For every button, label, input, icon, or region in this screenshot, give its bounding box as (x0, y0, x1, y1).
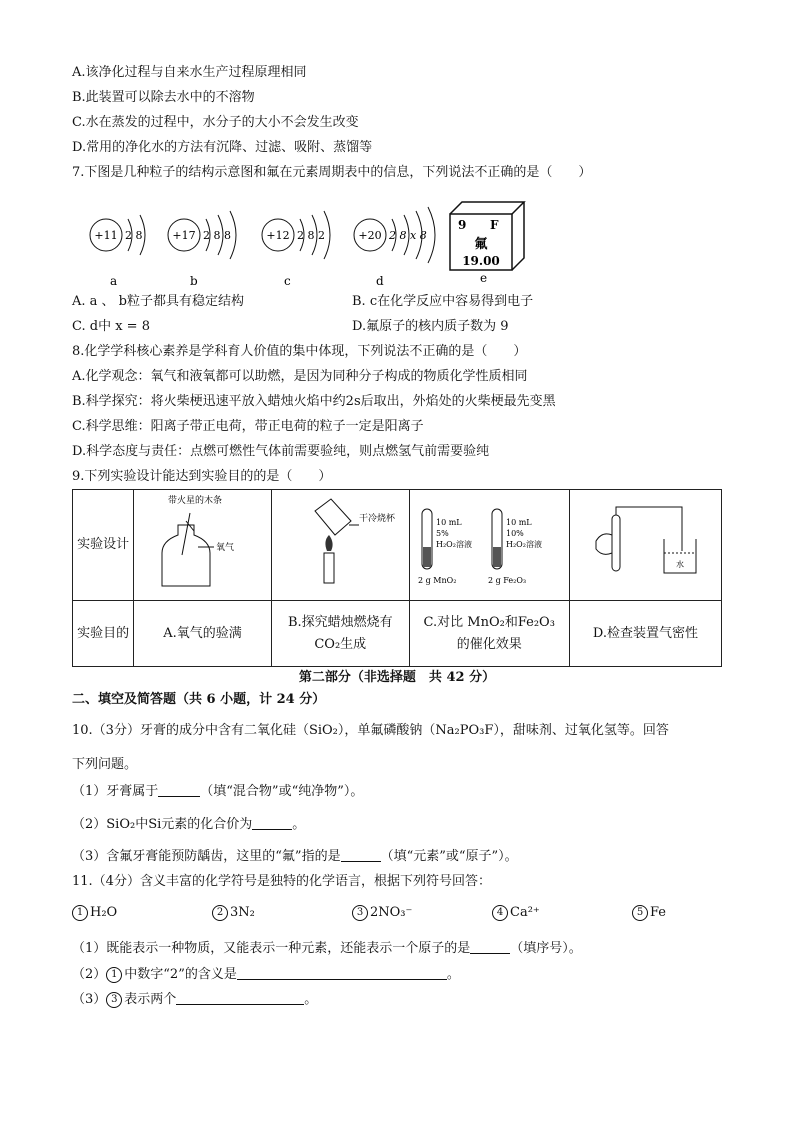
nucleus-b: +17 (172, 229, 196, 242)
atom-c (262, 211, 330, 288)
airtightness-figure (572, 491, 718, 591)
svg-text:H₂O₂溶液: H₂O₂溶液 (436, 540, 473, 549)
shells-d: 2 8 x 8 (389, 229, 427, 242)
q10-sub-2: （2）SiO₂中Si元素的化合价为 。 (72, 817, 306, 832)
q9-stem: 9.下列实验设计能达到实验目的的是（ ） (72, 469, 332, 484)
q11-sub-2: （2） 1 中数字“2”的含义是 。 (72, 967, 460, 982)
answer-blank[interactable] (176, 991, 304, 1005)
label-a: a (110, 274, 118, 288)
nucleus-d: +20 (358, 229, 382, 242)
atom-structure-diagrams (72, 190, 532, 290)
candle-beaker-figure (275, 491, 405, 591)
atom-b (168, 211, 236, 288)
svg-text:氧气: 氧气 (215, 543, 234, 553)
svg-text:10 mL: 10 mL (436, 518, 462, 527)
shells-b: 2 8 8 (203, 229, 231, 242)
svg-text:10 mL: 10 mL (506, 518, 532, 527)
q7-option-a: A. a 、 b粒子都具有稳定结构 (72, 294, 244, 309)
aim-c: C.对比 MnO₂和Fe₂O₃ 的催化效果 (409, 601, 569, 667)
label-e: e (480, 271, 488, 285)
q7-stem: 7.下图是几种粒子的结构示意图和氟在元素周期表中的信息，下列说法不正确的是（ ） (72, 165, 592, 180)
q6-option-c: C.水在蒸发的过程中，水分子的大小不会发生改变 (72, 115, 359, 130)
element-name: 氟 (474, 237, 488, 252)
oxygen-bottle-figure (138, 491, 268, 591)
catalyst-comparison-figure (412, 491, 566, 591)
q8-option-d: D.科学态度与责任：点燃可燃性气体前需要验纯，则点燃氢气前需要验纯 (72, 444, 490, 459)
label-d: d (376, 274, 384, 288)
row-header-aim: 实验目的 (73, 601, 134, 667)
shells-a: 2 8 (125, 229, 143, 242)
svg-text:2 g Fe₂O₃: 2 g Fe₂O₃ (488, 576, 527, 585)
q8-option-c: C.科学思维：阳离子带正电荷，带正电荷的粒子一定是阳离子 (72, 419, 424, 434)
svg-text:10%: 10% (506, 529, 525, 538)
q10-sub-3: （3）含氟牙膏能预防龋齿，这里的“氟”指的是 （填“元素”或“原子”）。 (72, 849, 518, 864)
fig-d-cell (569, 490, 721, 601)
q8-option-a: A.化学观念：氧气和液氧都可以助燃，是因为同种分子构成的物质化学性质相同 (72, 369, 528, 384)
shells-c: 2 8 2 (297, 229, 325, 242)
svg-text:2 g MnO₂: 2 g MnO₂ (418, 576, 457, 585)
row-header-design: 实验设计 (73, 490, 134, 601)
element-symbol: F (490, 218, 499, 232)
answer-blank[interactable] (158, 783, 200, 797)
nucleus-a: +11 (94, 229, 118, 242)
q11-sub-3: （3） 3 表示两个 。 (72, 992, 318, 1007)
answer-blank[interactable] (237, 966, 447, 980)
q9-experiment-table (72, 489, 722, 667)
aim-b: B.探究蜡烛燃烧有 CO₂生成 (271, 601, 409, 667)
aim-a: A.氧气的验满 (134, 601, 272, 667)
label-c: c (284, 274, 291, 288)
q8-option-b: B.科学探究：将火柴梗迅速平放入蜡烛火焰中约2s后取出，外焰处的火柴梗最先变黑 (72, 394, 556, 409)
q6-option-d: D.常用的净化水的方法有沉降、过滤、吸附、蒸馏等 (72, 140, 373, 155)
fig-b-cell (271, 490, 409, 601)
element-number: 9 (458, 218, 467, 232)
q10-stem-1: 10.（3分）牙膏的成分中含有二氧化硅（SiO₂），单氟磷酸钠（Na₂PO₃F），甜味剂、过氧化氢等。回答 (72, 723, 669, 738)
svg-text:干冷烧杯: 干冷烧杯 (359, 514, 396, 524)
label-b: b (190, 274, 198, 288)
q6-option-a: A.该净化过程与自来水生产过程原理相同 (72, 65, 307, 80)
element-card-fluorine (450, 202, 524, 285)
svg-text:5%: 5% (436, 529, 449, 538)
element-mass: 19.00 (462, 254, 500, 268)
answer-blank[interactable] (252, 816, 292, 830)
section-heading: 二、填空及简答题（共 6 小题，计 24 分） (72, 692, 326, 707)
svg-text:带火星的木条: 带火星的木条 (167, 496, 222, 506)
answer-blank[interactable] (341, 848, 381, 862)
q11-stem: 11.（4分）含义丰富的化学符号是独特的化学语言，根据下列符号回答： (72, 874, 491, 889)
q10-sub-1: （1）牙膏属于 （填“混合物”或“纯净物”）。 (72, 784, 364, 799)
part2-title: 第二部分（非选择题 共 42 分） (298, 670, 496, 685)
q7-option-b: B. c在化学反应中容易得到电子 (352, 294, 534, 309)
q10-stem-2: 下列问题。 (72, 757, 138, 772)
q7-option-d: D.氟原子的核内质子数为 9 (352, 319, 509, 334)
svg-text:H₂O₂溶液: H₂O₂溶液 (506, 540, 543, 549)
fig-a-cell (134, 490, 272, 601)
fig-c-cell (409, 490, 569, 601)
atom-d (354, 207, 435, 288)
q11-sub-1: （1）既能表示一种物质，又能表示一种元素，还能表示一个原子的是 （填序号）。 (72, 941, 582, 956)
answer-blank[interactable] (470, 940, 510, 954)
nucleus-c: +12 (266, 229, 290, 242)
svg-text:水: 水 (676, 560, 685, 569)
q7-option-c: C. d中 x = 8 (72, 319, 150, 334)
aim-d: D.检查装置气密性 (569, 601, 721, 667)
q8-stem: 8.化学学科核心素养是学科育人价值的集中体现，下列说法不正确的是（ ） (72, 344, 527, 359)
q6-option-b: B.此装置可以除去水中的不溶物 (72, 90, 255, 105)
atom-a (90, 215, 145, 288)
